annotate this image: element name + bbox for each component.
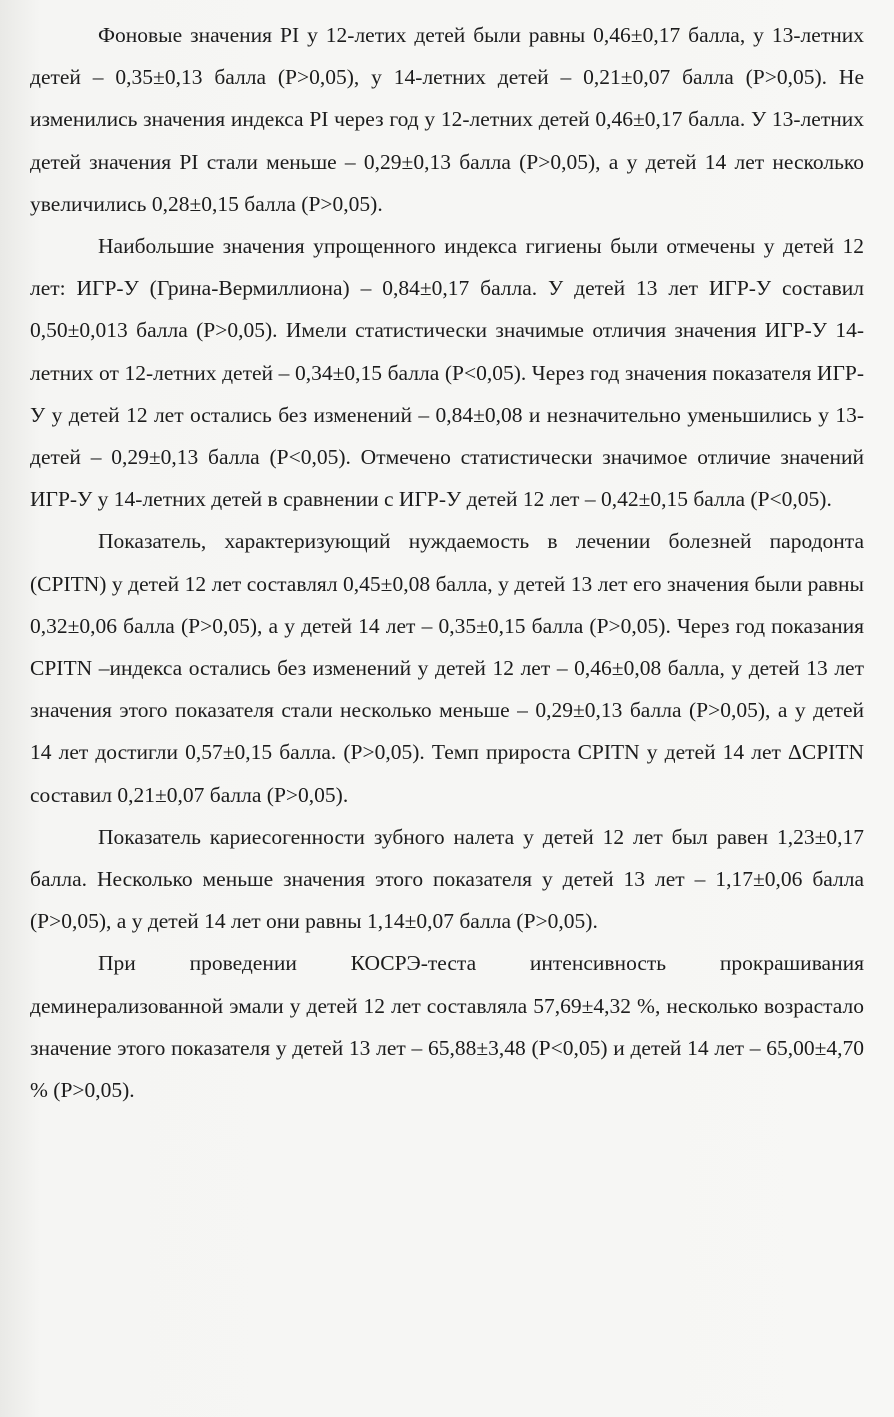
paragraph-pi-index: Фоновые значения PI у 12-летих детей были равны 0,46±0,17 балла, у 13-летних детей – 0,35±0,13 балла (P>0,05), у 14-летних детей – 0,21±0,07 балла (P>0,05). Не изменились значения индекса PI через год у 12-летних детей 0,46±0,17 балла. У 13-летних детей значения PI стали меньше – 0,29±0,13 балла (P>0,05), а у детей 14 лет несколько увеличились 0,28±0,15 балла (P>0,05). [30,23,864,216]
body-text [30,14,864,1111]
paragraph-kosre-test: При проведении КОСРЭ-теста интенсивность прокрашивания деминерализованной эмали у детей 12 лет составляла 57,69±4,32 %, несколько возрастало значение этого показателя у детей 13 лет – 65,88±3,48 (P<0,05) и детей 14 лет – 65,00±4,70 % (P>0,05). [30,951,864,1103]
paragraph-cariogenicity: Показатель кариесогенности зубного налета у детей 12 лет был равен 1,23±0,17 балла. Несколько меньше значения этого показателя у детей 13 лет – 1,17±0,06 балла (P>0,05), а у детей 14 лет они равны 1,14±0,07 балла (P>0,05). [30,824,864,934]
paragraph-cpitn-index: Показатель, характеризующий нуждаемость в лечении болезней пародонта (CPITN) у детей 12 лет составлял 0,45±0,08 балла, у детей 13 лет его значения были равны 0,32±0,06 балла (P>0,05), а у детей 14 лет – 0,35±0,15 балла (P>0,05). Через год показания CPITN –индекса остались без изменений у детей 12 лет – 0,46±0,08 балла, у детей 13 лет значения этого показателя стали несколько меньше – 0,29±0,13 балла (P>0,05), а у детей 14 лет достигли 0,57±0,15 балла. (P>0,05). Темп прироста CPITN у детей 14 лет ΔCPITN составил 0,21±0,07 балла (P>0,05). [30,529,864,807]
paragraph-hygiene-index: Наибольшие значения упрощенного индекса гигиены были отмечены у детей 12 лет: ИГР-У (Грина-Вермиллиона) – 0,84±0,17 балла. У детей 13 лет ИГР-У составил 0,50±0,013 балла (P>0,05). Имели статистически значимые отличия значения ИГР-У 14-летних от 12-летних детей – 0,34±0,15 балла (P<0,05). Через год значения показателя ИГР-У у детей 12 лет остались без изменений – 0,84±0,08 и незначительно уменьшились у 13-детей – 0,29±0,13 балла (P<0,05). Отмечено статистически значимое отличие значений ИГР-У у 14-летних детей в сравнении с ИГР-У детей 12 лет – 0,42±0,15 балла (P<0,05). [30,234,864,512]
